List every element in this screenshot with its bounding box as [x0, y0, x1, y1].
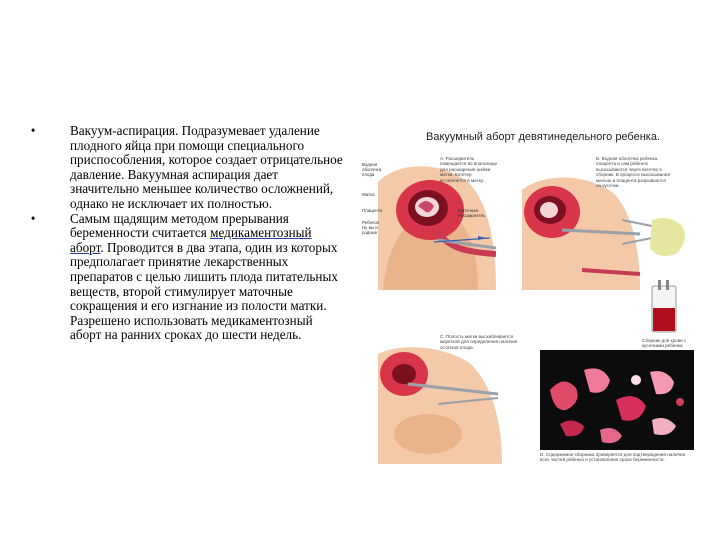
bullet-text-before: Самым щадящим методом прерывания беременности считается [70, 210, 289, 241]
label-dilator: Маточная Расширитель [458, 208, 486, 218]
caption-jar: Сборник для крови с кусочками ребенка [642, 338, 687, 349]
label-amniotic-sac: Водная оболочка плода [362, 162, 382, 177]
bullet-item-vacuum-aspiration [28, 124, 346, 212]
label-placenta: Плацента [362, 208, 382, 213]
caption-b: B. Водная оболочка ребенка, плацента и сам ребенок высасываются через катетер в сборник. В процессе высасывания малыш и плацента разрываются на кусочки. [596, 156, 670, 189]
caption-d: D. Содержимое сборника проверяется для подтверждения наличия всех частей ребенка и установления срока беременности. [540, 452, 686, 463]
illustration-panel-c [378, 344, 506, 464]
bullet-marker: • [30, 210, 36, 226]
bullet-item-medication-abortion [28, 212, 346, 343]
remains-photo [540, 350, 694, 450]
caption-a: A. Расширитель помещается во влагалище для расширения шейки матки. Катетер вставляется в матку. [440, 156, 498, 183]
bullet-list [28, 124, 346, 343]
collection-jar-image [644, 280, 684, 336]
caption-c: C. Полость матки выскабливается кюреткой для определения наличия остатков плода. [440, 334, 518, 350]
bullet-text-after: . Проводится в два этапа, один из которых предполагает принятие лекарственных препаратов с целью лишить плода питательных веществ, второй стимулирует маточные сокращения и его изгнание из полости матки. Разрешено использовать медикаментозный аборт на ранних сроках до шести недель. [70, 239, 338, 343]
label-uterus: Матка [362, 192, 375, 197]
bullet-marker: • [30, 123, 36, 138]
bullet-text: Вакуум-аспирация. Подразумевает удаление плодного яйца при помощи специального приспособления, которое создает отрицательное давление. Вакуумная аспирация дает значительно меньшее количество осложнений, однако не исключает их полностью. [70, 123, 343, 211]
medication-abortion-link[interactable]: медикаментозный аборт [70, 225, 312, 255]
figure-title: Вакуумный аборт девятинедельного ребенка. [426, 131, 661, 143]
label-fetus: Ребенок Ну вы и родные [362, 220, 379, 235]
medical-illustration [360, 112, 700, 472]
